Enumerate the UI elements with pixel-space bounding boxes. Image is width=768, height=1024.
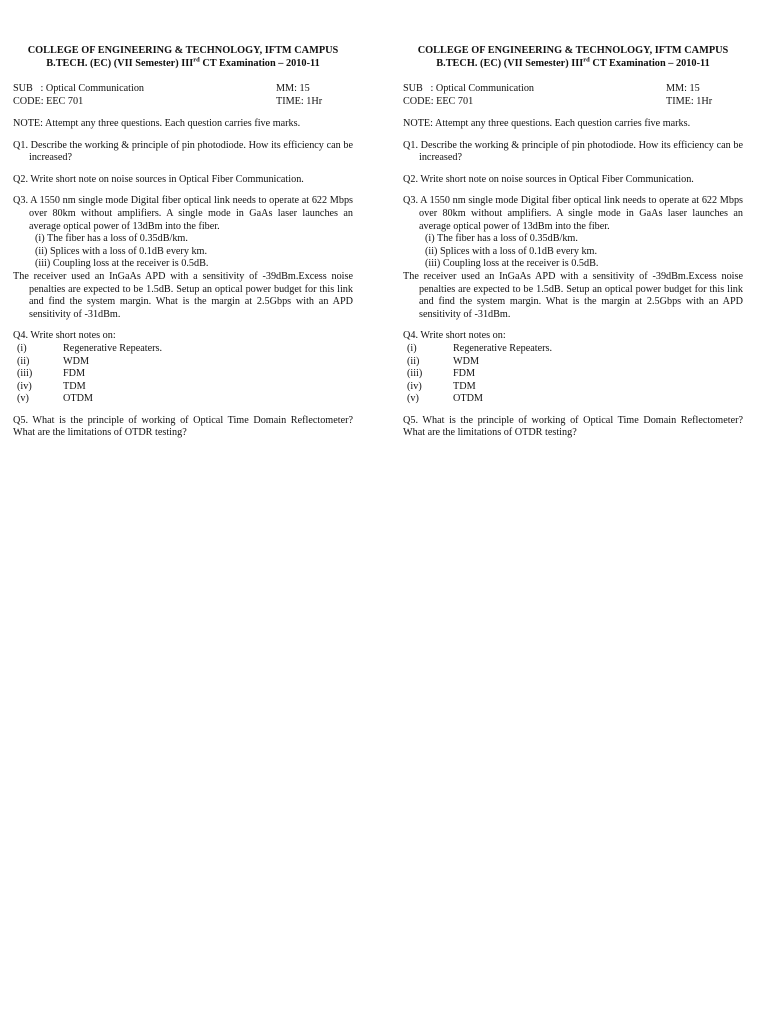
list-item-number: (iv) xyxy=(407,380,422,392)
college-title xyxy=(13,44,353,70)
list-item xyxy=(403,356,743,369)
college-name: COLLEGE OF ENGINEERING & TECHNOLOGY, IFTM CAMPUS xyxy=(417,45,729,56)
list-item-text: FDM xyxy=(453,368,476,380)
question-1: Q1. Describe the working & principle of pin photodiode. How its efficiency can be increased? xyxy=(13,139,353,164)
college-title xyxy=(403,44,743,70)
exam-title-main: B.TECH. (EC) (VII Semester) III xyxy=(46,58,194,69)
question-3: Q3. A 1550 nm single mode Digital fiber optical link needs to operate at 622 Mbps over 80km without amplifiers. A single mode in GaAs laser launches an average optical power of 13dBm into the fiber. xyxy=(13,195,353,232)
time-allowed: TIME: 1Hr xyxy=(666,95,713,107)
paper-meta xyxy=(403,83,743,109)
list-item-number: (v) xyxy=(407,393,419,405)
list-item-number: (iii) xyxy=(407,368,423,380)
question-3-item: (ii) Splices with a loss of 0.1dB every km. xyxy=(425,245,598,257)
subject: SUB : Optical Communication xyxy=(13,83,145,94)
question-paper-left xyxy=(13,44,353,440)
list-item-number: (ii) xyxy=(17,355,30,367)
list-item-text: TDM xyxy=(453,380,476,392)
list-item xyxy=(403,343,743,356)
exam-title-rest: CT Examination – 2010-11 xyxy=(589,58,710,69)
course-code: CODE: EEC 701 xyxy=(403,95,474,107)
list-item-number: (v) xyxy=(17,393,29,405)
list-item-number: (i) xyxy=(17,342,27,354)
list-item-text: OTDM xyxy=(453,393,483,405)
exam-title-rest: CT Examination – 2010-11 xyxy=(199,58,320,69)
question-3: Q3. A 1550 nm single mode Digital fiber optical link needs to operate at 622 Mbps over 80km without amplifiers. A single mode in GaAs laser launches an average optical power of 13dBm into the fiber. xyxy=(403,195,743,232)
question-4: Q4. Write short notes on: xyxy=(13,330,116,342)
list-item-text: OTDM xyxy=(63,393,93,405)
question-5: Q5. What is the principle of working of Optical Time Domain Reflectometer? What are the limitations of OTDR testing? xyxy=(403,414,743,439)
list-item-number: (i) xyxy=(407,342,417,354)
list-item-number: (iv) xyxy=(17,380,32,392)
question-4: Q4. Write short notes on: xyxy=(403,330,506,342)
list-item xyxy=(403,368,743,381)
list-item-number: (ii) xyxy=(407,355,420,367)
question-3-item: (i) The fiber has a loss of 0.35dB/km. xyxy=(425,233,578,245)
max-marks: MM: 15 xyxy=(276,83,310,94)
instructions-note: NOTE: Attempt any three questions. Each question carries five marks. xyxy=(403,118,691,129)
list-item-number: (iii) xyxy=(17,368,33,380)
list-item xyxy=(13,368,353,381)
list-item-text: Regenerative Repeaters. xyxy=(63,342,162,354)
question-4-list xyxy=(13,343,353,406)
list-item xyxy=(13,393,353,406)
list-item xyxy=(403,381,743,394)
time-allowed: TIME: 1Hr xyxy=(276,95,323,107)
question-paper-right xyxy=(403,44,743,440)
question-2: Q2. Write short note on noise sources in Optical Fiber Communication. xyxy=(13,173,304,185)
max-marks: MM: 15 xyxy=(666,83,700,94)
list-item-text: Regenerative Repeaters. xyxy=(453,342,552,354)
list-item xyxy=(13,343,353,356)
paper-meta xyxy=(13,83,353,109)
question-3-item: (i) The fiber has a loss of 0.35dB/km. xyxy=(35,233,188,245)
course-code: CODE: EEC 701 xyxy=(13,95,84,107)
college-name: COLLEGE OF ENGINEERING & TECHNOLOGY, IFTM CAMPUS xyxy=(27,45,339,56)
question-3-continuation: The receiver used an InGaAs APD with a sensitivity of -39dBm.Excess noise penalties are expected to be 1.5dB. Setup an optical power budget for this link and find the system margin. What is the margin at 2.5Gbps with an APD sensitivity of -31dBm. xyxy=(403,270,743,320)
list-item xyxy=(403,393,743,406)
list-item-text: TDM xyxy=(63,380,86,392)
exam-title-superscript: rd xyxy=(193,56,200,64)
exam-title xyxy=(403,57,743,70)
exam-title xyxy=(13,57,353,70)
question-4-list xyxy=(403,343,743,406)
list-item xyxy=(13,356,353,369)
question-3-item: (ii) Splices with a loss of 0.1dB every km. xyxy=(35,245,208,257)
question-3-continuation: The receiver used an InGaAs APD with a sensitivity of -39dBm.Excess noise penalties are expected to be 1.5dB. Setup an optical power budget for this link and find the system margin. What is the margin at 2.5Gbps with an APD sensitivity of -31dBm. xyxy=(13,270,353,320)
question-3-item: (iii) Coupling loss at the receiver is 0.5dB. xyxy=(35,258,209,270)
exam-title-main: B.TECH. (EC) (VII Semester) III xyxy=(436,58,584,69)
subject: SUB : Optical Communication xyxy=(403,83,535,94)
instructions-note: NOTE: Attempt any three questions. Each question carries five marks. xyxy=(13,118,301,129)
exam-title-superscript: rd xyxy=(583,56,590,64)
question-2: Q2. Write short note on noise sources in Optical Fiber Communication. xyxy=(403,173,694,185)
list-item xyxy=(13,381,353,394)
list-item-text: WDM xyxy=(453,355,480,367)
question-3-item: (iii) Coupling loss at the receiver is 0.5dB. xyxy=(425,258,599,270)
list-item-text: FDM xyxy=(63,368,86,380)
question-5: Q5. What is the principle of working of Optical Time Domain Reflectometer? What are the limitations of OTDR testing? xyxy=(13,414,353,439)
list-item-text: WDM xyxy=(63,355,90,367)
question-1: Q1. Describe the working & principle of pin photodiode. How its efficiency can be increased? xyxy=(403,139,743,164)
